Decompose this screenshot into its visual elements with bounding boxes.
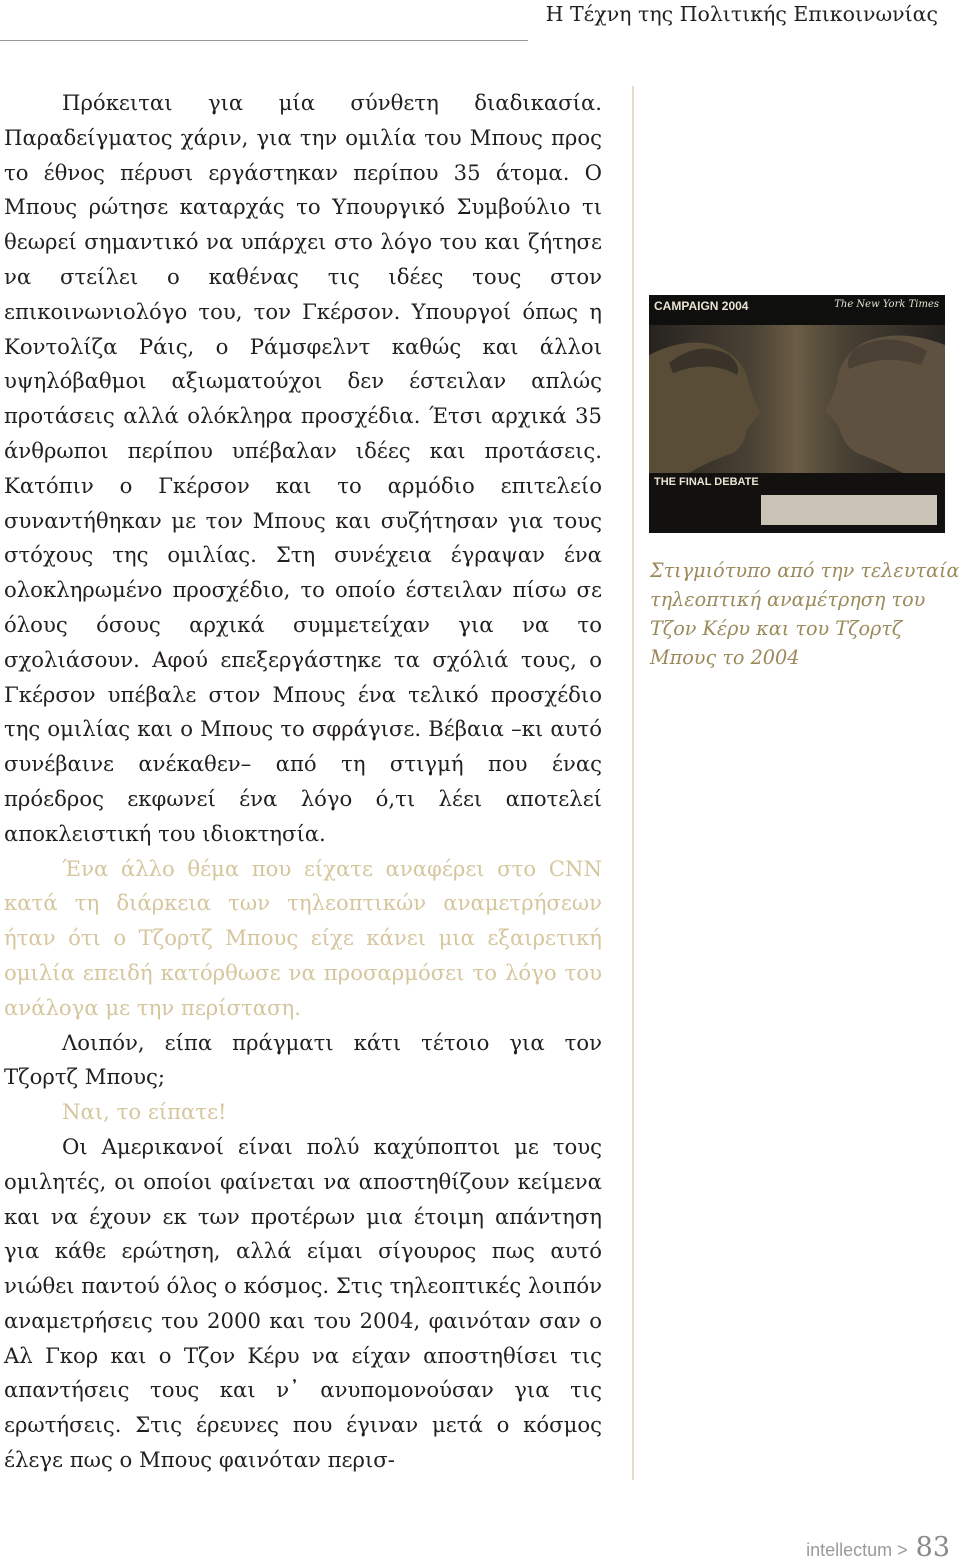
caption-line: Τζον Κέρυ και του Τζορτζ (650, 617, 903, 640)
body-paragraph: Λοιπόν, είπα πράγματι κάτι τέτοιο για τον Τζορτζ Μπους; (4, 1029, 602, 1090)
column-divider (632, 86, 634, 1480)
caption-line: τηλεοπτική αναμέτρηση του (650, 588, 926, 611)
footer-brand: intellectum > (806, 1540, 908, 1560)
main-text-column (4, 86, 602, 1478)
caption-line: Μπους το 2004 (650, 646, 800, 669)
caption-line: Στιγμιότυπο από την τελευταία (650, 559, 960, 582)
interview-question: Ένα άλλο θέμα που είχατε αναφέρει στο CNN κατά τη διάρκεια των τηλεοπτικών αναμετρήσεων ήταν ότι ο Τζορτζ Μπους είχε κάνει μια εξαιρετική ομιλία επειδή κατόρθωσε να προσαρμόσει το λόγο του ανάλογα με την περίσταση. (4, 855, 602, 1020)
body-paragraph: Πρόκειται για μία σύνθετη διαδικασία. Παραδείγματος χάριν, για την ομιλία του Μπους προς το έθνος πέρυσι εργάστηκαν περίπου 35 άτομα. Ο Μπους ρώτησε καταρχάς το Υπουργικό Συμβούλιο τι θεωρεί σημαντικό να υπάρχει στο λόγο του και ζήτησε να στείλει ο καθένας τις ιδέες τους στον επικοινωνιολόγο του, τον Γκέρσον. Υπουργοί όπως η Κοντολίζα Ράις, ο Ράμσφελντ καθώς και άλλοι υψηλόβαθμοι αξιωματούχοι δεν έστειλαν απλώς προτάσεις αλλά ολόκληρα προσχέδια. Έτσι αρχικά 35 άνθρωποι περίπου υπέβαλαν ιδέες και προτάσεις. Κατόπιν ο Γκέρσον και το αρμόδιο επιτελείο συναντήθηκαν με τον Μπους και συζήτησαν για τους στόχους της ομιλίας. Στη συνέχεια έγραψαν ένα ολοκληρωμένο προσχέδιο, το οποίο έστειλαν πίσω σε όλους όσους αρχικά συμμετείχαν για να το σχολιάσουν. Αφού επεξεργάστηκε τα σχόλιά τους, ο Γκέρσον υπέβαλε στον Μπους ένα τελικό προσχέδιο της ομιλίας και ο Μπους το σφράγισε. Βέβαια –κι αυτό συνέβαινε ανέκαθεν– από τη στιγμή που ένας πρόεδρος εκφωνεί ένα λόγο ό,τι λέει αποτελεί αποκλειστική του ιδιοκτησία. (4, 90, 602, 846)
candidates-silhouettes (649, 325, 945, 473)
photo-scene (649, 325, 945, 473)
photo-final-debate: THE FINAL DEBATE (654, 476, 759, 488)
photo-banner-title: CAMPAIGN 2004 (654, 299, 749, 313)
body-paragraph: Οι Αμερικανοί είναι πολύ καχύποπτοι με τους ομιλητές, οι οποίοι φαίνεται να αποστηθίζουν κείμενα και να έχουν εκ των προτέρων μια έτοιμη απάντηση για κάθε ερώτηση, αλλά είμαι σίγουρος πως αυτό νιώθει παντού όλος ο κόσμος. Στις τηλεοπτικές λοιπόν αναμετρήσεις του 2000 και του 2004, φαινόταν σαν ο Αλ Γκορ και ο Τζον Κέρυ να είχαν αποστηθίσει τις απαντήσεις τους και ν᾽ ανυπομονούσαν για τις ερωτήσεις. Στις έρευνες που έγιναν μετά ο κόσμος έλεγε πως ο Μπους φαινόταν περισ- (4, 1133, 602, 1473)
header-rule (0, 40, 528, 41)
debate-photo (649, 295, 945, 533)
photo-masthead: The New York Times (834, 299, 939, 310)
page-footer (806, 1532, 950, 1563)
photo-caption (650, 556, 960, 672)
page-number: 83 (915, 1532, 950, 1563)
photo-caption-box (761, 495, 937, 525)
interview-question: Ναι, το είπατε! (62, 1099, 227, 1125)
running-title: Η Τέχνη της Πολιτικής Επικοινωνίας (545, 2, 938, 26)
